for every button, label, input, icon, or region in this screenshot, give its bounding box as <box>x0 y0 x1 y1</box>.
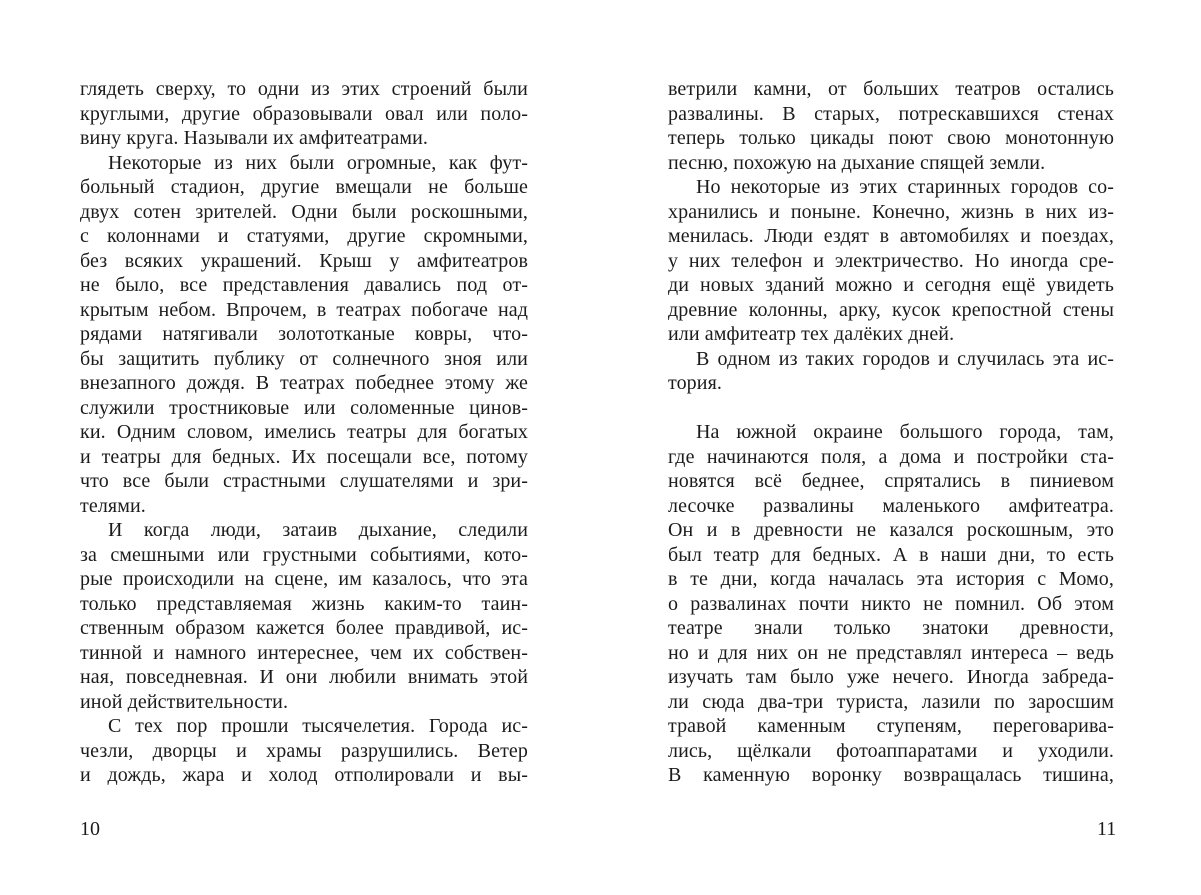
text-line: где начинаются поля, а дома и постройки ста- <box>668 445 1114 468</box>
left-page-number: 10 <box>80 818 100 840</box>
text-line: В одном из таких городов и случилась эта ис- <box>696 347 1114 370</box>
text-line: театре знали только знатоки древности, <box>668 617 1114 639</box>
text-line: ки. Одним словом, имелись театры для богатых <box>80 421 528 443</box>
text-line: новятся всё беднее, спрятались в пиниевом <box>668 470 1114 492</box>
text-line: развалины. В старых, потрескавшихся стенах <box>668 102 1114 125</box>
right-page-number: 11 <box>1097 818 1117 840</box>
text-line: чезли, дворцы и храмы разрушились. Ветер <box>80 739 528 762</box>
text-line: крытым небом. Впрочем, в театрах побогаче над <box>80 298 528 321</box>
text-line: внезапного дождя. В театрах победнее этому же <box>80 372 528 394</box>
text-line: ветрили камни, от больших театров остались <box>668 78 1114 100</box>
text-line: глядеть сверху, то одни из этих строений были <box>80 78 528 100</box>
text-line: с колоннами и статуями, другие скромными, <box>80 225 528 247</box>
text-line: был театр для бедных. А в наши дни, то есть <box>668 543 1114 566</box>
text-line: рядами натягивали золототканые ковры, что- <box>80 323 528 345</box>
text-line: и театры для бедных. Их посещали все, потому <box>80 445 528 468</box>
text-line: изучать там было уже нечего. Иногда забреда- <box>668 666 1114 688</box>
text-line: И когда люди, затаив дыхание, следили <box>108 519 528 541</box>
text-line: рые происходили на сцене, им казалось, что эта <box>80 568 528 590</box>
text-line: двух сотен зрителей. Одни были роскошными, <box>80 200 528 223</box>
text-line: менилась. Люди ездят в автомобилях и поездах, <box>668 225 1114 247</box>
text-line: Он и в древности не казался роскошным, это <box>668 519 1114 541</box>
text-line: На южной окраине большого города, там, <box>696 421 1114 443</box>
text-line: за смешными или грустными событиями, кото- <box>80 543 528 566</box>
text-line: иной действительности. <box>80 690 289 713</box>
text-line: больный стадион, другие вмещали не больше <box>80 176 528 198</box>
text-line: телями. <box>80 494 146 517</box>
text-line: служили тростниковые или соломенные цинов- <box>80 396 528 419</box>
text-line: В каменную воронку возвращалась тишина, <box>668 764 1114 786</box>
text-line: ственным образом кажется более правдивой, ис- <box>80 617 528 639</box>
left-page <box>0 0 600 895</box>
left-page-text <box>80 77 528 788</box>
text-line: Но некоторые из этих старинных городов со- <box>696 176 1114 198</box>
text-line: лись, щёлкали фотоаппаратами и уходили. <box>668 739 1114 762</box>
text-line: вину круга. Называли их амфитеатрами. <box>80 127 428 149</box>
right-page <box>600 0 1200 895</box>
text-line: или амфитеатр тех далёких дней. <box>668 323 955 345</box>
right-page-text <box>668 77 1114 788</box>
text-line: теперь только цикады поют свою монотонную <box>668 127 1114 149</box>
text-line: песню, похожую на дыхание спящей земли. <box>668 151 1046 174</box>
text-line: лесочке развалины маленького амфитеатра. <box>668 494 1114 517</box>
text-line: без всяких украшений. Крыш у амфитеатров <box>80 249 528 272</box>
text-line: ли сюда два-три туриста, лазили по заросшим <box>668 690 1114 713</box>
text-line: и дождь, жара и холод отполировали и вы- <box>80 764 528 786</box>
text-line: древние колонны, арку, кусок крепостной стены <box>668 298 1114 321</box>
text-line: С тех пор прошли тысячелетия. Города ис- <box>108 715 528 737</box>
text-line: Некоторые из них были огромные, как фут- <box>108 151 528 174</box>
text-line: круглыми, другие образовывали овал или поло- <box>80 102 528 125</box>
text-line: травой каменным ступеням, переговарива- <box>668 715 1114 737</box>
text-line: о развалинах почти никто не помнил. Об этом <box>668 592 1114 615</box>
text-line: не было, все представления давались под от- <box>80 274 528 296</box>
text-line: хранились и поныне. Конечно, жизнь в них из- <box>668 200 1114 223</box>
text-line: только представляемая жизнь каким-то таин- <box>80 592 528 615</box>
text-line: ди новых зданий можно и сегодня ещё увидеть <box>668 274 1114 296</box>
blank-line <box>668 396 1114 421</box>
text-line: но и для них он не представлял интереса – ведь <box>668 641 1114 664</box>
text-line: у них телефон и электричество. Но иногда сре- <box>668 249 1114 272</box>
text-line: что все были страстными слушателями и зри- <box>80 470 528 492</box>
text-line: тория. <box>668 372 722 394</box>
text-line: тинной и намного интереснее, чем их собствен- <box>80 641 528 664</box>
text-line: ная, повседневная. И они любили внимать этой <box>80 666 528 688</box>
text-line: в те дни, когда началась эта история с Момо, <box>668 568 1114 590</box>
text-line: бы защитить публику от солнечного зноя или <box>80 347 528 370</box>
